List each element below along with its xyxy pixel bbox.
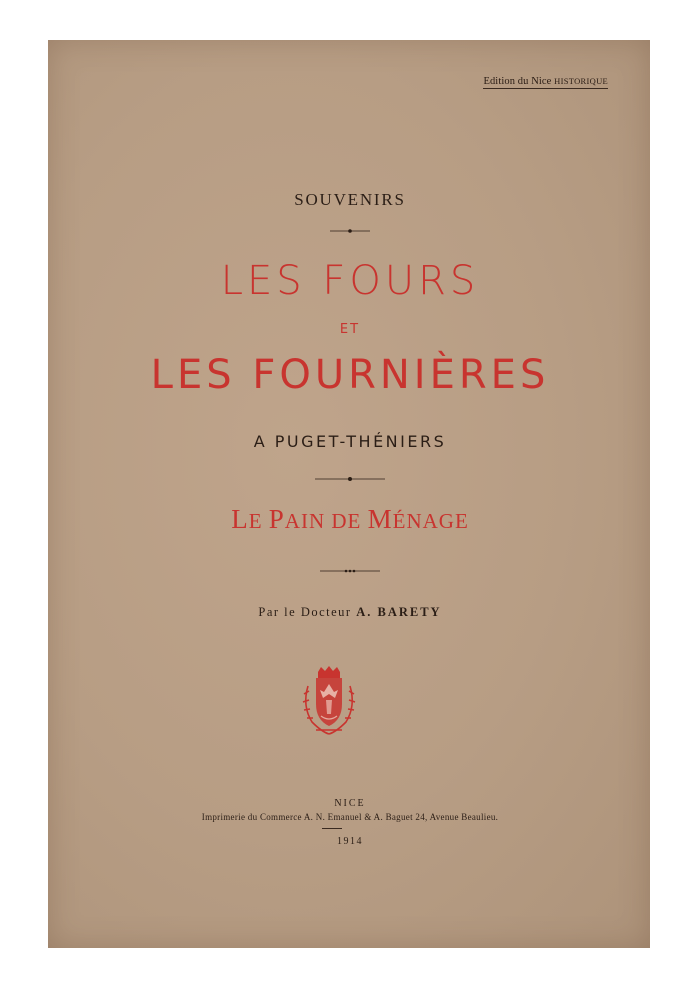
ornament-divider — [0, 568, 700, 578]
subtitle: LE PAIN DE MÉNAGE — [231, 504, 469, 534]
ornament-divider — [0, 228, 700, 238]
ornament-divider — [0, 476, 700, 486]
title-connector: ET — [339, 322, 361, 337]
place-name: A PUGET-THÉNIERS — [253, 432, 447, 451]
author-name: A. BARETY — [356, 605, 442, 619]
title-line-1: LES FOURS — [220, 258, 480, 304]
edition-smallcaps: HISTORIQUE — [554, 76, 608, 86]
imprint-year: 1914 — [337, 836, 363, 847]
title-line-2: LES FOURNIÈRES — [150, 352, 550, 398]
edition-note: Edition du Nice HISTORIQUE — [483, 76, 608, 87]
coat-of-arms-emblem — [294, 664, 364, 738]
author-line: Par le Docteur A. BARETY — [258, 605, 442, 619]
imprint-rule — [322, 828, 342, 829]
heading-souvenirs: SOUVENIRS — [294, 190, 406, 209]
imprint-printer: Imprimerie du Commerce A. N. Emanuel & A. Baguet 24, Avenue Beaulieu. — [201, 812, 499, 822]
imprint-city: NICE — [334, 798, 366, 809]
